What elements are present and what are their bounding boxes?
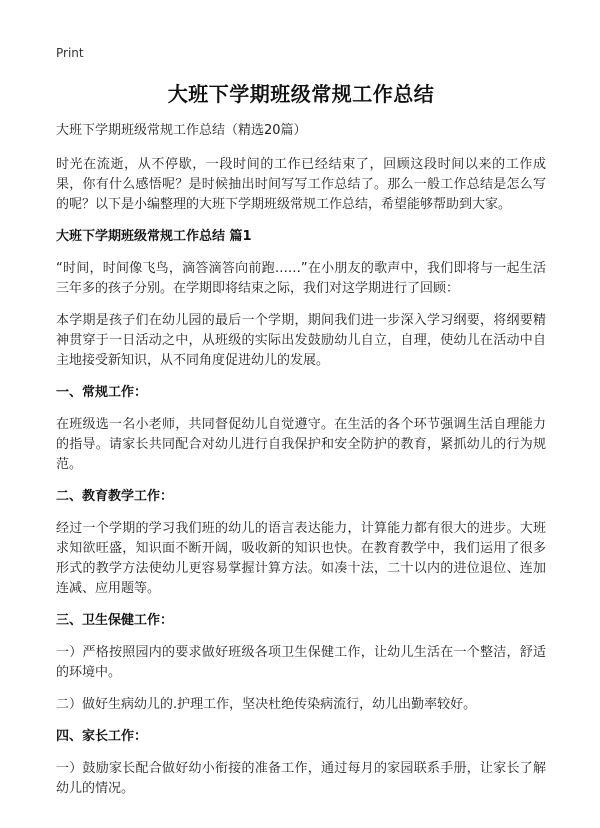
paragraph-1: “时间，时间像飞鸟，滴答滴答向前跑……”在小朋友的歌声中，我们即将与一起生活三年多的孩子分别。在学期即将结束之际，我们对这学期进行了回顾： <box>56 261 546 296</box>
section-text-teaching: 经过一个学期的学习我们班的幼儿的语言表达能力，计算能力都有很大的进步。大班求知欲旺盛，知识面不断开阔，吸收新的知识也快。在教育教学中，我们运用了很多形式的教学方法使幼儿更容易掌握计算方法。如凑十法，二十以内的进位退位、连加连减、应用题等。 <box>56 521 546 596</box>
section-text-routine: 在班级选一名小老师，共同督促幼儿自觉遵守。在生活的各个环节强调生活自理能力的指导。请家长共同配合对幼儿进行自我保护和安全防护的教育，紧抓幼儿的行为规范。 <box>56 417 546 472</box>
article-heading: 大班下学期班级常规工作总结 篇1 <box>56 229 252 244</box>
section-heading-routine: 一、常规工作： <box>56 385 148 400</box>
page-title: 大班下学期班级常规工作总结 <box>167 82 435 106</box>
paragraph-2: 本学期是孩子们在幼儿园的最后一个学期，期间我们进一步深入学习纲要，将纲要精神贯穿于一日活动之中，从班级的实际出发鼓励幼儿自立，自理，使幼儿在活动中自主地接受新知识，从不同角度促进幼儿的发展。 <box>56 313 546 368</box>
section-item-parents-1: 一）鼓励家长配合做好幼小衔接的准备工作，通过每月的家园联系手册，让家长了解幼儿的情况。 <box>56 761 546 796</box>
document-subtitle: 大班下学期班级常规工作总结（精选20篇） <box>56 123 307 138</box>
section-item-health-2: 二）做好生病幼儿的.护理工作，坚决杜绝传染病流行，幼儿出勤率较好。 <box>56 697 477 712</box>
section-heading-teaching: 二、教育教学工作： <box>56 489 174 504</box>
document-page <box>56 78 546 811</box>
print-link[interactable]: Print <box>56 46 84 60</box>
section-heading-health: 三、卫生保健工作： <box>56 613 174 628</box>
section-item-health-1: 一）严格按照园内的要求做好班级各项卫生保健工作，让幼儿生活在一个整洁，舒适的环境中。 <box>56 645 546 680</box>
section-heading-parents: 四、家长工作： <box>56 729 148 744</box>
intro-paragraph: 时光在流逝，从不停歇，一段时间的工作已经结束了，回顾这段时间以来的工作成果，你有什么感悟呢？是时候抽出时间写写工作总结了。那么一般工作总结是怎么写的呢？以下是小编整理的大班下学期班级常规工作总结，希望能够帮助到大家。 <box>56 157 546 212</box>
